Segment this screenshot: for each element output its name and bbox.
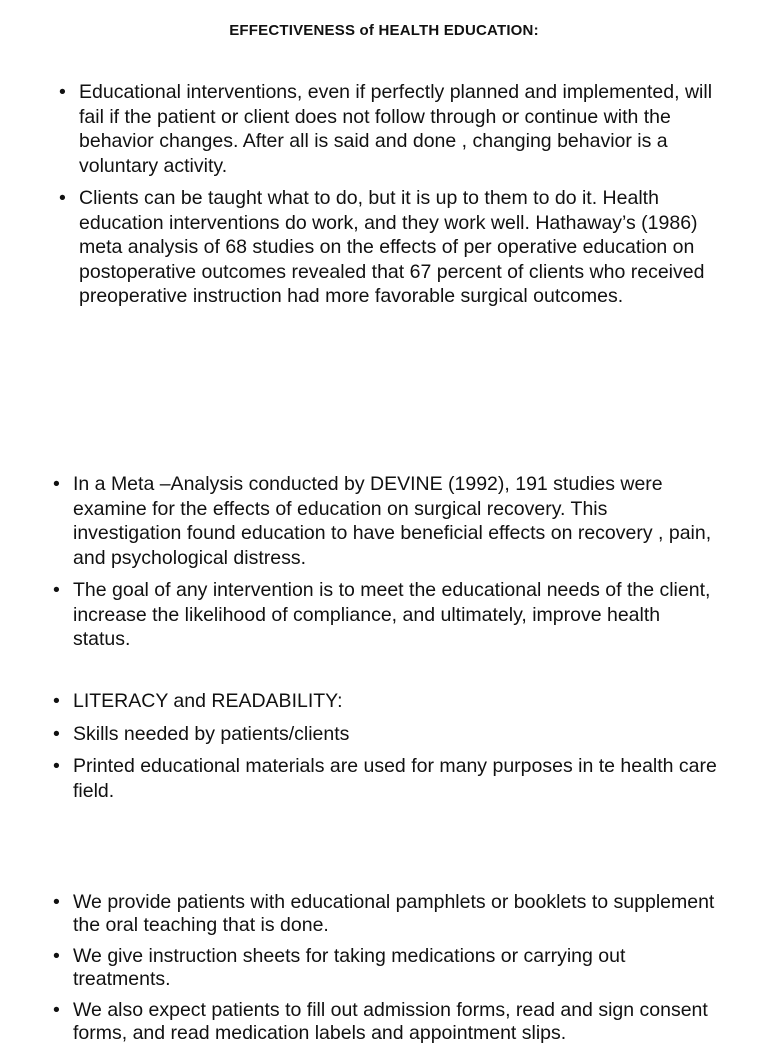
list-item-text: Clients can be taught what to do, but it is up to them to do it. Health education interventions do work, and they work well. Hathaway’s (1986) meta analysis of 68 studies on the effects of per operative education on postoperative outcomes revealed that 67 percent of clients who received preoperative instruction had more favorable surgical outcomes. <box>79 187 705 307</box>
list-item <box>53 999 718 1045</box>
list-item-text: Educational interventions, even if perfectly planned and implemented, will fail if the patient or client does not follow through or continue with the behavior changes. After all is said and done , changing behavior is a voluntary activity. <box>79 81 713 177</box>
bullet-icon: • <box>53 473 60 495</box>
bullet-icon: • <box>53 945 60 967</box>
list-item <box>53 945 718 991</box>
list-item <box>53 689 718 714</box>
bullet-icon: • <box>53 891 60 913</box>
bullet-list-materials <box>53 891 718 1053</box>
list-item <box>53 722 718 747</box>
list-item-text: We also expect patients to fill out admission forms, read and sign consent forms, and read medication labels and appointment slips. <box>73 999 708 1044</box>
list-item-text: Printed educational materials are used for many purposes in te health care field. <box>73 755 717 802</box>
bullet-icon: • <box>59 81 66 103</box>
bullet-icon: • <box>53 999 60 1021</box>
bullet-icon: • <box>59 187 66 209</box>
list-item <box>59 80 719 178</box>
bullet-list-literacy <box>53 689 718 811</box>
bullet-icon: • <box>53 755 60 777</box>
bullet-icon: • <box>53 722 60 745</box>
list-item-text: Skills needed by patients/clients <box>73 722 350 745</box>
bullet-icon: • <box>53 690 60 712</box>
bullet-list-intro <box>59 80 719 317</box>
list-item-text: In a Meta –Analysis conducted by DEVINE (1992), 191 studies were examine for the effects of education on surgical recovery. This investigation found education to have beneficial effects on recovery , pain, and psychological distress. <box>73 473 712 569</box>
list-item <box>53 578 718 652</box>
page-title: EFFECTIVENESS of HEALTH EDUCATION: <box>229 22 539 39</box>
bullet-icon: • <box>53 579 60 601</box>
list-item-text: We give instruction sheets for taking medications or carrying out treatments. <box>73 945 626 990</box>
list-item-text: The goal of any intervention is to meet the educational needs of the client, increase the likelihood of compliance, and ultimately, improve health status. <box>73 579 711 650</box>
list-item <box>53 472 718 570</box>
section-heading: LITERACY and READABILITY: <box>73 690 343 712</box>
bullet-list-meta-analysis <box>53 472 718 660</box>
list-item <box>53 891 718 937</box>
list-item-text: We provide patients with educational pamphlets or booklets to supplement the oral teaching that is done. <box>73 891 715 936</box>
list-item <box>53 754 718 803</box>
list-item <box>59 186 719 309</box>
